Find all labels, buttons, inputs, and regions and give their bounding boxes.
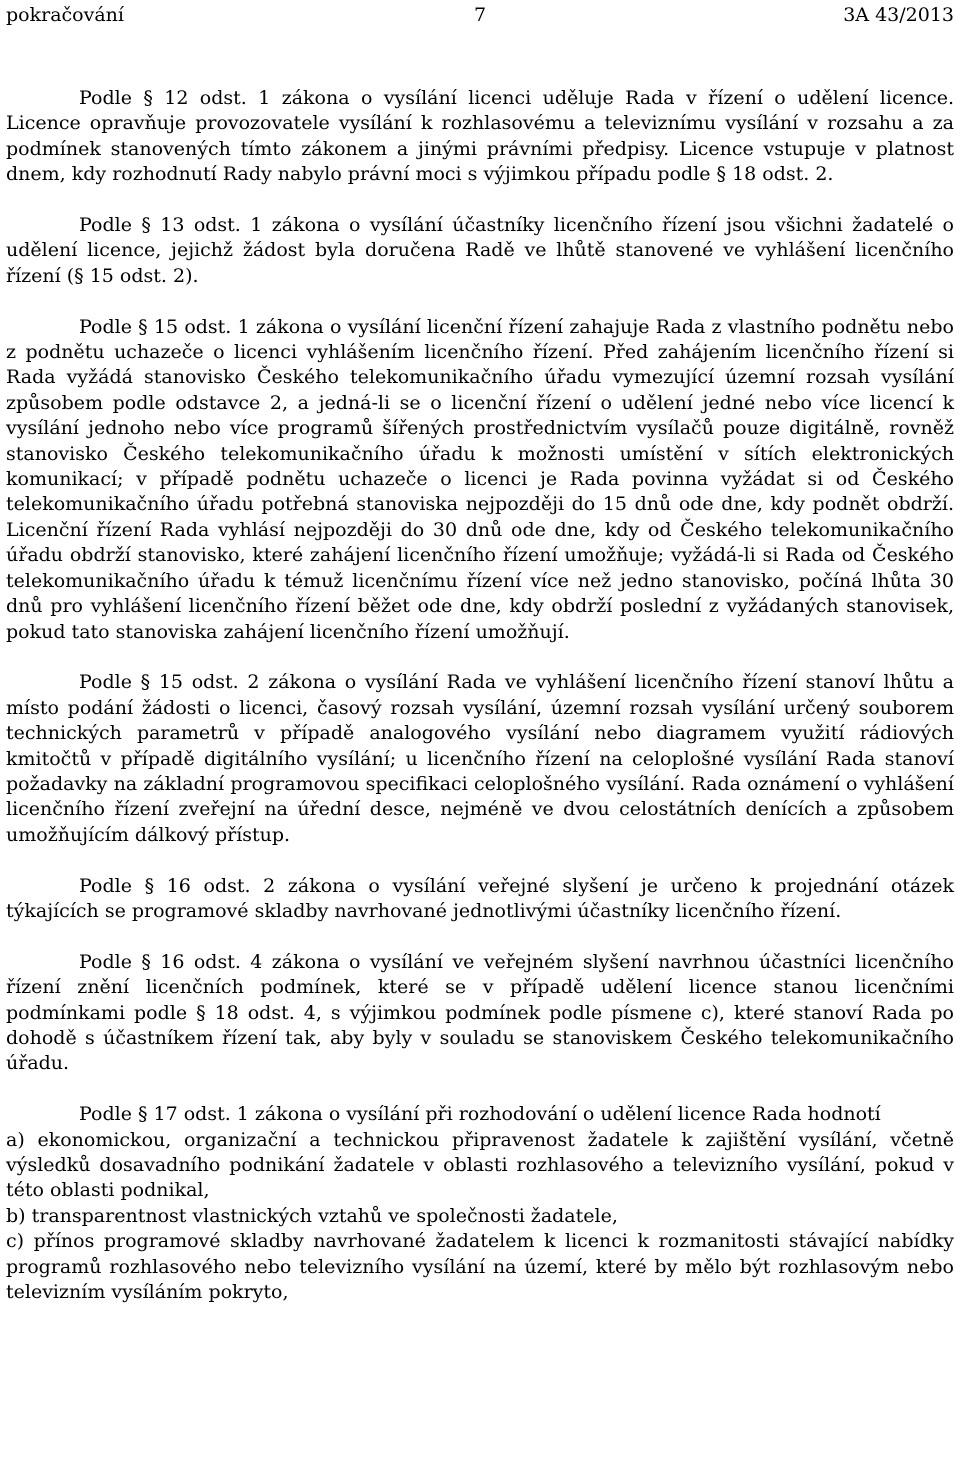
list-item: a) ekonomickou, organizační a technickou připravenost žadatele k zajištění vysílání, včetně výsledků dosavadního podnikání žadatele v oblasti rozhlasového a televizního vysílání, pokud v této oblasti podnikal, xyxy=(6,1128,954,1202)
header-continuation-label: pokračování xyxy=(6,4,124,26)
paragraph-evaluation-criteria: Podle § 17 odst. 1 zákona o vysílání při rozhodování o udělení licence Rada hodnotí xyxy=(79,1103,881,1126)
paragraph-initiation: Podle § 15 odst. 1 zákona o vysílání licenční řízení zahajuje Rada z vlastního podnětu nebo z podnětu uchazeče o licenci vyhlášením licenčního řízení. Před zahájením licenčního řízení si Rada vyžádá stanovisko Českého telekomunikačního úřadu vymezující územní rozsah vysílání způsobem podle odstavce 2, a jedná-li se o licenční řízení o udělení jedné nebo více licencí k vysílání jednoho nebo více programů šířených prostřednictvím vysílačů pouze digitálně, rovněž stanovisko Českého telekomunikačního úřadu k možnosti umístění v sítích elektronických komunikací; v případě podnětu uchazeče o licenci je Rada povinna vyžádat si od Českého telekomunikačního úřadu potřebná stanoviska nejpozději do 15 dnů ode dne, kdy podnět obdrží. Licenční řízení Rada vyhlásí nejpozději do 30 dnů ode dne, kdy od Českého telekomunikačního úřadu obdrží stanovisko, které zahájení licenčního řízení umožňuje; vyžádá-li si Rada od Českého telekomunikačního úřadu k témuž licenčnímu řízení více než jedno stanovisko, počíná lhůta 30 dnů pro vyhlášení licenčního řízení běžet ode dne, kdy obdrží poslední z vyžádaných stanovisek, pokud tato stanoviska zahájení licenčního řízení umožňují. xyxy=(6,315,954,643)
paragraph-participants: Podle § 13 odst. 1 zákona o vysílání účastníky licenčního řízení jsou všichni žadatelé o udělení licence, jejichž žádost byla doručena Radě ve lhůtě stanovené ve vyhlášení licenčního řízení (§ 15 odst. 2). xyxy=(6,214,954,287)
list-item: b) transparentnost vlastnických vztahů ve společnosti žadatele, xyxy=(6,1204,618,1227)
paragraph-licence-grant: Podle § 12 odst. 1 zákona o vysílání licenci uděluje Rada v řízení o udělení licence. Licence opravňuje provozovatele vysílání k rozhlasovému a televiznímu vysílání v rozsahu a za podmínek stanovených tímto zákonem a jinými právními předpisy. Licence vstupuje v platnost dnem, kdy rozhodnutí Rady nabylo právní moci s výjimkou případu podle § 18 odst. 2. xyxy=(6,87,954,186)
document-body xyxy=(6,86,954,1305)
paragraph-public-hearing: Podle § 16 odst. 2 zákona o vysílání veřejné slyšení je určeno k projednání otázek týkajících se programové skladby navrhované jednotlivými účastníky licenčního řízení. xyxy=(6,874,954,922)
case-reference: 3A 43/2013 xyxy=(843,4,954,26)
page-header xyxy=(6,2,954,32)
page-number: 7 xyxy=(473,4,487,26)
paragraph-announcement: Podle § 15 odst. 2 zákona o vysílání Rada ve vyhlášení licenčního řízení stanoví lhůtu a místo podání žádosti o licenci, časový rozsah vysílání, územní rozsah vysílání určený souborem technických parametrů v případě analogového vysílání nebo diagramem využití rádiových kmitočtů v případě digitálního vysílání; u licenčního řízení na celoplošné vysílání Rada stanoví požadavky na základní programovou specifikaci celoplošného vysílání. Rada oznámení o vyhlášení licenčního řízení zveřejní na úřední desce, nejméně ve dvou celostátních denících a způsobem umožňujícím dálkový přístup. xyxy=(6,671,954,846)
paragraph-licence-conditions: Podle § 16 odst. 4 zákona o vysílání ve veřejném slyšení navrhnou účastníci licenčního řízení znění licenčních podmínek, které se v případě udělení licence stanou licenčními podmínkami podle § 18 odst. 4, s výjimkou podmínek podle písmene c), které stanoví Rada po dohodě s účastníkem řízení tak, aby byly v souladu se stanoviskem Českého telekomunikačního úřadu. xyxy=(6,950,954,1075)
list-item: c) přínos programové skladby navrhované žadatelem k licenci k rozmanitosti stávající nabídky programů rozhlasového nebo televizního vysílání na území, které by mělo být rozhlasovým nebo televizním vysíláním pokryto, xyxy=(6,1230,954,1303)
